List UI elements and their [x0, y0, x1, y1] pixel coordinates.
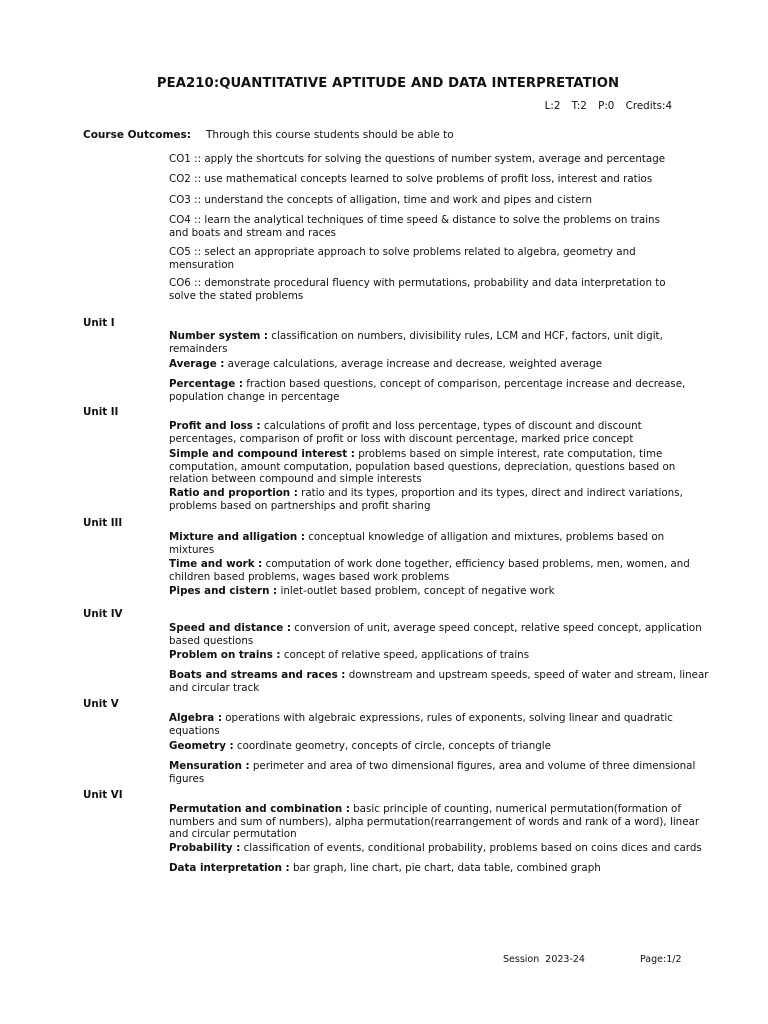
topic — [169, 487, 709, 512]
topic-desc: ratio and its types, proportion and its types, direct and indirect variations, problems based on partnerships and profit sharing — [169, 487, 683, 512]
lecture-hours: L:2 — [544, 100, 561, 112]
topic-desc: conceptual knowledge of alligation and mixtures, problems based on mixtures — [169, 531, 665, 556]
topic — [169, 330, 709, 355]
topic-desc: basic principle of counting, numerical permutation(formation of numbers and sum of numbers), alpha permutation(rearrangement of words and rank of a word), linear and circular permutation — [169, 803, 700, 840]
topic-desc: concept of relative speed, applications of trains — [283, 649, 530, 661]
topic — [169, 862, 709, 875]
course-outcome-item: CO6 :: demonstrate procedural fluency with permutations, probability and data interpretation to solve the stated problems — [169, 277, 666, 302]
topic-desc: calculations of profit and loss percentage, types of discount and discount percentages, comparison of profit or loss with discount percentage, marked price concept — [169, 420, 642, 445]
tutorial-hours: T:2 — [571, 100, 587, 112]
topic-desc: classification of events, conditional probability, problems based on coins dices and cards — [243, 842, 702, 854]
topic-name: Permutation and combination : — [169, 803, 350, 815]
topic-desc: fraction based questions, concept of comparison, percentage increase and decrease, population change in percentage — [169, 378, 686, 403]
topic-desc: computation of work done together, efficiency based problems, men, women, and children based problems, wages based work problems — [169, 558, 690, 583]
unit-label: Unit V — [83, 698, 119, 710]
topic — [169, 760, 709, 785]
page-title: PEA210:QUANTITATIVE APTITUDE AND DATA INTERPRETATION — [156, 76, 620, 91]
topic-name: Geometry : — [169, 740, 234, 752]
topic — [169, 669, 709, 694]
topic-name: Mixture and alligation : — [169, 531, 305, 543]
topic — [169, 448, 709, 486]
course-outcome-item: CO5 :: select an appropriate approach to solve problems related to algebra, geometry and mensuration — [169, 246, 636, 271]
topic-name: Average : — [169, 358, 225, 370]
topic-desc: average calculations, average increase and decrease, weighted average — [227, 358, 603, 370]
practical-hours: P:0 — [598, 100, 615, 112]
course-outcome-item: CO4 :: learn the analytical techniques of time speed & distance to solve the problems on trains and boats and stream and races — [169, 214, 660, 239]
topic-name: Time and work : — [169, 558, 263, 570]
topic — [169, 740, 709, 753]
topic-desc: operations with algebraic expressions, rules of exponents, solving linear and quadratic equations — [169, 712, 673, 737]
topic-name: Mensuration : — [169, 760, 250, 772]
topic-name: Speed and distance : — [169, 622, 291, 634]
unit-label: Unit IV — [83, 608, 123, 620]
unit-label: Unit II — [83, 406, 119, 418]
topic-desc: conversion of unit, average speed concept, relative speed concept, application based questions — [169, 622, 702, 647]
topic — [169, 803, 709, 841]
topic-desc: downstream and upstream speeds, speed of water and stream, linear and circular track — [169, 669, 709, 694]
session-label: Session 2023-24 — [503, 954, 585, 965]
credits: Credits:4 — [625, 100, 672, 112]
topic-name: Simple and compound interest : — [169, 448, 355, 460]
course-outcomes-heading: Course Outcomes: — [83, 129, 191, 141]
topic — [169, 558, 709, 583]
topic-name: Number system : — [169, 330, 269, 342]
topic-desc: classification on numbers, divisibility rules, LCM and HCF, factors, unit digit, remainders — [169, 330, 663, 355]
topic — [169, 649, 709, 662]
credit-info — [537, 100, 672, 112]
course-outcome-item: CO3 :: understand the concepts of alligation, time and work and pipes and cistern — [169, 194, 593, 206]
course-outcomes-intro: Through this course students should be able to — [206, 129, 454, 141]
unit-label: Unit III — [83, 517, 123, 529]
topic — [169, 622, 709, 647]
topic-name: Percentage : — [169, 378, 243, 390]
topic-name: Pipes and cistern : — [169, 585, 278, 597]
topic-name: Algebra : — [169, 712, 222, 724]
unit-label: Unit I — [83, 317, 115, 329]
course-outcome-item: CO2 :: use mathematical concepts learned to solve problems of profit loss, interest and ratios — [169, 173, 653, 185]
page-number: Page:1/2 — [640, 954, 682, 965]
unit-label: Unit VI — [83, 789, 123, 801]
topic-name: Data interpretation : — [169, 862, 290, 874]
topic-desc: problems based on simple interest, rate computation, time computation, amount computation, population based questions, depreciation, questions based on relation between compound and simple interests — [169, 448, 676, 485]
topic-name: Problem on trains : — [169, 649, 281, 661]
topic-desc: perimeter and area of two dimensional figures, area and volume of three dimensional figures — [169, 760, 696, 785]
topic-name: Probability : — [169, 842, 241, 854]
topic — [169, 842, 709, 855]
course-outcome-item: CO1 :: apply the shortcuts for solving the questions of number system, average and percentage — [169, 153, 666, 165]
topic — [169, 420, 709, 445]
topic-desc: inlet-outlet based problem, concept of negative work — [280, 585, 555, 597]
topic — [169, 531, 709, 556]
topic-name: Boats and streams and races : — [169, 669, 346, 681]
topic — [169, 358, 709, 371]
topic-desc: coordinate geometry, concepts of circle, concepts of triangle — [236, 740, 551, 752]
topic-name: Profit and loss : — [169, 420, 261, 432]
topic-name: Ratio and proportion : — [169, 487, 298, 499]
topic-desc: bar graph, line chart, pie chart, data table, combined graph — [292, 862, 601, 874]
topic — [169, 378, 709, 403]
topic — [169, 712, 709, 737]
topic — [169, 585, 709, 598]
